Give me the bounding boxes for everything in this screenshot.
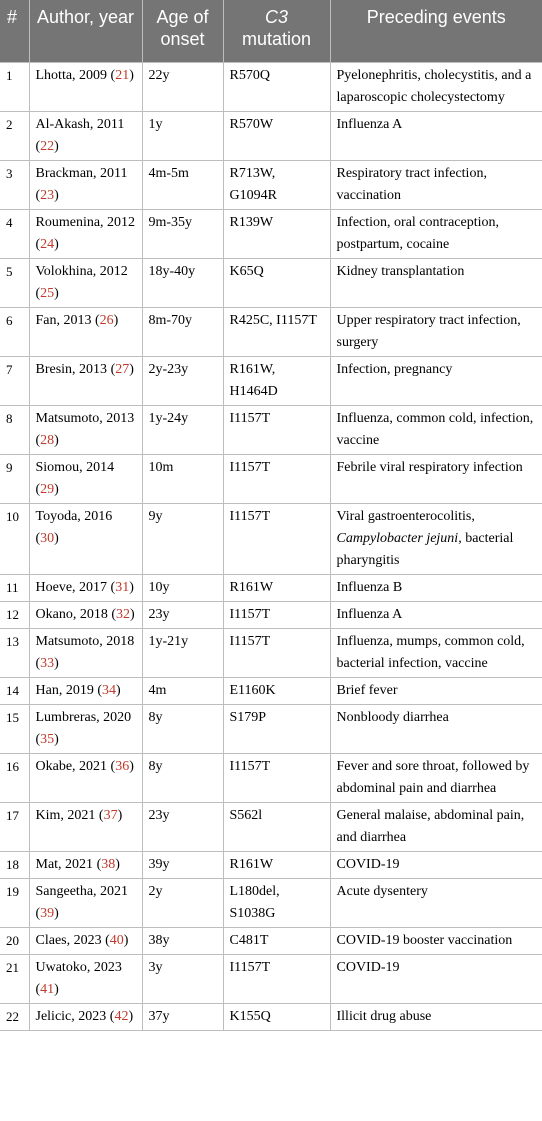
- reference-link[interactable]: 21: [115, 67, 130, 83]
- preceding-events: [330, 258, 542, 307]
- reference-link[interactable]: 30: [40, 530, 55, 546]
- reference-link[interactable]: 33: [40, 655, 55, 671]
- header-c3-mutation: [223, 0, 330, 62]
- age-of-onset: 23y: [142, 601, 223, 628]
- preceding-events: [330, 307, 542, 356]
- author-year: Lumbreras, 2020: [35, 709, 132, 725]
- events-text: Influenza B: [336, 579, 403, 595]
- events-text: Illicit drug abuse: [336, 1008, 432, 1024]
- events-text-continued: , bacterial pharyngitis: [336, 530, 514, 568]
- row-number: 3: [0, 160, 29, 209]
- author-year-cell: Fan, 2013 (26): [29, 307, 142, 356]
- row-number: 6: [0, 307, 29, 356]
- reference-link[interactable]: 29: [40, 481, 55, 497]
- preceding-events: [330, 704, 542, 753]
- row-number: 5: [0, 258, 29, 307]
- header-row: [0, 0, 542, 62]
- row-number: 19: [0, 878, 29, 927]
- header-preceding-events: Preceding events: [330, 0, 542, 62]
- events-text: COVID-19: [336, 959, 400, 975]
- events-text: General malaise, abdominal pain, and diarrhea: [336, 807, 525, 845]
- preceding-events: [330, 574, 542, 601]
- reference-link[interactable]: 22: [40, 138, 55, 154]
- table-row: [0, 677, 542, 704]
- table-row: [0, 307, 542, 356]
- table-row: [0, 954, 542, 1003]
- row-number: 21: [0, 954, 29, 1003]
- preceding-events: [330, 851, 542, 878]
- events-text: Kidney transplantation: [336, 263, 465, 279]
- author-year-cell: Lhotta, 2009 (21): [29, 62, 142, 111]
- preceding-events: [330, 405, 542, 454]
- header-c3-label: C3: [264, 7, 288, 27]
- events-text: Viral gastroenterocolitis,: [336, 508, 475, 524]
- table-row: [0, 209, 542, 258]
- c3-mutation: R570W: [223, 111, 330, 160]
- header-number: #: [0, 0, 29, 62]
- age-of-onset: 37y: [142, 1003, 223, 1030]
- author-year: Matsumoto, 2018: [35, 633, 135, 649]
- c3-mutation: S562l: [223, 802, 330, 851]
- author-year: Brackman, 2011: [35, 165, 128, 181]
- preceding-events: [330, 160, 542, 209]
- preceding-events: [330, 802, 542, 851]
- events-text: Fever and sore throat, followed by abdominal pain and diarrhea: [336, 758, 530, 796]
- header-mutation-label: mutation: [241, 29, 312, 49]
- c3-mutation: R425C, I1157T: [223, 307, 330, 356]
- author-year: Okabe, 2021: [35, 758, 108, 774]
- reference-link[interactable]: 37: [103, 807, 118, 823]
- preceding-events: [330, 209, 542, 258]
- row-number: 14: [0, 677, 29, 704]
- author-year: Roumenina, 2012: [35, 214, 136, 230]
- age-of-onset: 23y: [142, 802, 223, 851]
- author-year: Bresin, 2013: [35, 361, 108, 377]
- author-year: Okano, 2018: [35, 606, 108, 622]
- author-year: Kim, 2021: [35, 807, 96, 823]
- reference-link[interactable]: 25: [40, 285, 55, 301]
- events-text: Influenza, mumps, common cold, bacterial infection, vaccine: [336, 633, 525, 671]
- author-year-cell: Kim, 2021 (37): [29, 802, 142, 851]
- c3-mutation: I1157T: [223, 954, 330, 1003]
- events-text: Pyelonephritis, cholecystitis, and a laparoscopic cholecystectomy: [336, 67, 532, 105]
- author-year: Al-Akash, 2011: [35, 116, 125, 132]
- preceding-events: [330, 1003, 542, 1030]
- author-year: Siomou, 2014: [35, 459, 115, 475]
- events-text: Infection, pregnancy: [336, 361, 453, 377]
- age-of-onset: 39y: [142, 851, 223, 878]
- author-year-cell: Hoeve, 2017 (31): [29, 574, 142, 601]
- age-of-onset: 2y: [142, 878, 223, 927]
- age-of-onset: 38y: [142, 927, 223, 954]
- table-row: [0, 851, 542, 878]
- author-year-cell: Lumbreras, 2020 (35): [29, 704, 142, 753]
- row-number: 10: [0, 503, 29, 574]
- author-year-cell: Bresin, 2013 (27): [29, 356, 142, 405]
- reference-link[interactable]: 27: [115, 361, 130, 377]
- age-of-onset: 9y: [142, 503, 223, 574]
- table-row: [0, 356, 542, 405]
- header-author-year: Author, year: [29, 0, 142, 62]
- preceding-events: [330, 927, 542, 954]
- age-of-onset: 1y-24y: [142, 405, 223, 454]
- table-row: [0, 753, 542, 802]
- age-of-onset: 2y-23y: [142, 356, 223, 405]
- c3-mutation: R161W: [223, 574, 330, 601]
- reference-link[interactable]: 34: [102, 682, 116, 698]
- reference-link[interactable]: 36: [115, 758, 130, 774]
- author-year-cell: Roumenina, 2012 (24): [29, 209, 142, 258]
- preceding-events: [330, 62, 542, 111]
- table-row: [0, 878, 542, 927]
- age-of-onset: 10m: [142, 454, 223, 503]
- author-year-cell: Han, 2019 (34): [29, 677, 142, 704]
- table-row: [0, 454, 542, 503]
- events-text: Nonbloody diarrhea: [336, 709, 449, 725]
- events-text: Influenza, common cold, infection, vaccine: [336, 410, 534, 448]
- reference-link[interactable]: 35: [40, 731, 55, 747]
- c3-mutation: R161W, H1464D: [223, 356, 330, 405]
- author-year-cell: Al-Akash, 2011 (22): [29, 111, 142, 160]
- age-of-onset: 22y: [142, 62, 223, 111]
- author-year-cell: Mat, 2021 (38): [29, 851, 142, 878]
- table-row: [0, 405, 542, 454]
- events-text: Influenza A: [336, 116, 403, 132]
- row-number: 8: [0, 405, 29, 454]
- preceding-events: [330, 753, 542, 802]
- events-text: Brief fever: [336, 682, 398, 698]
- row-number: 4: [0, 209, 29, 258]
- age-of-onset: 9m-35y: [142, 209, 223, 258]
- author-year: Fan, 2013: [35, 312, 92, 328]
- author-year-cell: Matsumoto, 2018 (33): [29, 628, 142, 677]
- author-year: Hoeve, 2017: [35, 579, 108, 595]
- c3-mutation: I1157T: [223, 503, 330, 574]
- row-number: 17: [0, 802, 29, 851]
- author-year-cell: Okabe, 2021 (36): [29, 753, 142, 802]
- table-row: [0, 601, 542, 628]
- row-number: 16: [0, 753, 29, 802]
- reference-link[interactable]: 26: [99, 312, 114, 328]
- author-year: Toyoda, 2016: [35, 508, 113, 524]
- c3-mutation: S179P: [223, 704, 330, 753]
- preceding-events: [330, 628, 542, 677]
- c3-mutation: K155Q: [223, 1003, 330, 1030]
- reference-link[interactable]: 40: [109, 932, 124, 948]
- preceding-events: [330, 356, 542, 405]
- c3-mutation: K65Q: [223, 258, 330, 307]
- author-year-cell: Brackman, 2011 (23): [29, 160, 142, 209]
- row-number: 22: [0, 1003, 29, 1030]
- c3-mutation: I1157T: [223, 753, 330, 802]
- table-row: [0, 160, 542, 209]
- age-of-onset: 4m-5m: [142, 160, 223, 209]
- c3-mutation: R713W, G1094R: [223, 160, 330, 209]
- table-row: [0, 927, 542, 954]
- reference-link[interactable]: 42: [114, 1008, 129, 1024]
- row-number: 7: [0, 356, 29, 405]
- row-number: 20: [0, 927, 29, 954]
- age-of-onset: 1y-21y: [142, 628, 223, 677]
- header-age-of-onset: Age of onset: [142, 0, 223, 62]
- age-of-onset: 8y: [142, 753, 223, 802]
- preceding-events: [330, 878, 542, 927]
- author-year: Claes, 2023: [35, 932, 102, 948]
- author-year: Matsumoto, 2013: [35, 410, 135, 426]
- row-number: 13: [0, 628, 29, 677]
- author-year: Han, 2019: [35, 682, 94, 698]
- author-year-cell: Toyoda, 2016 (30): [29, 503, 142, 574]
- c3-mutation: R161W: [223, 851, 330, 878]
- reference-link[interactable]: 31: [115, 579, 130, 595]
- c3-mutation: C481T: [223, 927, 330, 954]
- c3-mutation: E1160K: [223, 677, 330, 704]
- author-year-cell: Volokhina, 2012 (25): [29, 258, 142, 307]
- row-number: 1: [0, 62, 29, 111]
- author-year: Mat, 2021: [35, 856, 94, 872]
- table-row: [0, 1003, 542, 1030]
- table-row: [0, 574, 542, 601]
- table-row: [0, 628, 542, 677]
- row-number: 9: [0, 454, 29, 503]
- reference-link[interactable]: 24: [40, 236, 55, 252]
- events-text: Infection, oral contraception, postpartum, cocaine: [336, 214, 499, 252]
- events-text: COVID-19 booster vaccination: [336, 932, 513, 948]
- c3-mutation: I1157T: [223, 628, 330, 677]
- table-row: [0, 258, 542, 307]
- row-number: 11: [0, 574, 29, 601]
- row-number: 15: [0, 704, 29, 753]
- c3-mutation: I1157T: [223, 454, 330, 503]
- age-of-onset: 3y: [142, 954, 223, 1003]
- events-text: Upper respiratory tract infection, surgery: [336, 312, 521, 350]
- table-row: [0, 704, 542, 753]
- row-number: 2: [0, 111, 29, 160]
- events-text: Acute dysentery: [336, 883, 428, 899]
- age-of-onset: 8m-70y: [142, 307, 223, 356]
- author-year: Uwatoko, 2023: [35, 959, 122, 975]
- age-of-onset: 4m: [142, 677, 223, 704]
- events-text: Febrile viral respiratory infection: [336, 459, 523, 475]
- c3-mutation: I1157T: [223, 405, 330, 454]
- preceding-events: [330, 111, 542, 160]
- author-year-cell: Sangeetha, 2021 (39): [29, 878, 142, 927]
- author-year: Lhotta, 2009: [35, 67, 108, 83]
- author-year-cell: Siomou, 2014 (29): [29, 454, 142, 503]
- reference-link[interactable]: 41: [40, 981, 55, 997]
- c3-mutation: R570Q: [223, 62, 330, 111]
- reference-link[interactable]: 23: [40, 187, 55, 203]
- row-number: 12: [0, 601, 29, 628]
- author-year-cell: Uwatoko, 2023 (41): [29, 954, 142, 1003]
- c3-mutation: R139W: [223, 209, 330, 258]
- table-row: [0, 503, 542, 574]
- author-year: Sangeetha, 2021: [35, 883, 129, 899]
- events-text: COVID-19: [336, 856, 400, 872]
- events-text: Respiratory tract infection, vaccination: [336, 165, 487, 203]
- author-year-cell: Claes, 2023 (40): [29, 927, 142, 954]
- preceding-events: [330, 503, 542, 574]
- preceding-events: [330, 954, 542, 1003]
- author-year: Volokhina, 2012: [35, 263, 128, 279]
- events-text: Influenza A: [336, 606, 403, 622]
- author-year-cell: Okano, 2018 (32): [29, 601, 142, 628]
- age-of-onset: 1y: [142, 111, 223, 160]
- age-of-onset: 8y: [142, 704, 223, 753]
- reference-link[interactable]: 28: [40, 432, 55, 448]
- author-year: Jelicic, 2023: [35, 1008, 107, 1024]
- reference-link[interactable]: 32: [116, 606, 130, 622]
- age-of-onset: 10y: [142, 574, 223, 601]
- c3-mutation: I1157T: [223, 601, 330, 628]
- preceding-events: [330, 677, 542, 704]
- table-row: [0, 62, 542, 111]
- reference-link[interactable]: 38: [101, 856, 116, 872]
- c3-mutation: L180del, S1038G: [223, 878, 330, 927]
- table-row: [0, 802, 542, 851]
- row-number: 18: [0, 851, 29, 878]
- preceding-events: [330, 454, 542, 503]
- events-organism: Campylobacter jejuni: [336, 530, 459, 546]
- table-row: [0, 111, 542, 160]
- preceding-events: [330, 601, 542, 628]
- reference-link[interactable]: 39: [40, 905, 55, 921]
- author-year-cell: Matsumoto, 2013 (28): [29, 405, 142, 454]
- age-of-onset: 18y-40y: [142, 258, 223, 307]
- author-year-cell: Jelicic, 2023 (42): [29, 1003, 142, 1030]
